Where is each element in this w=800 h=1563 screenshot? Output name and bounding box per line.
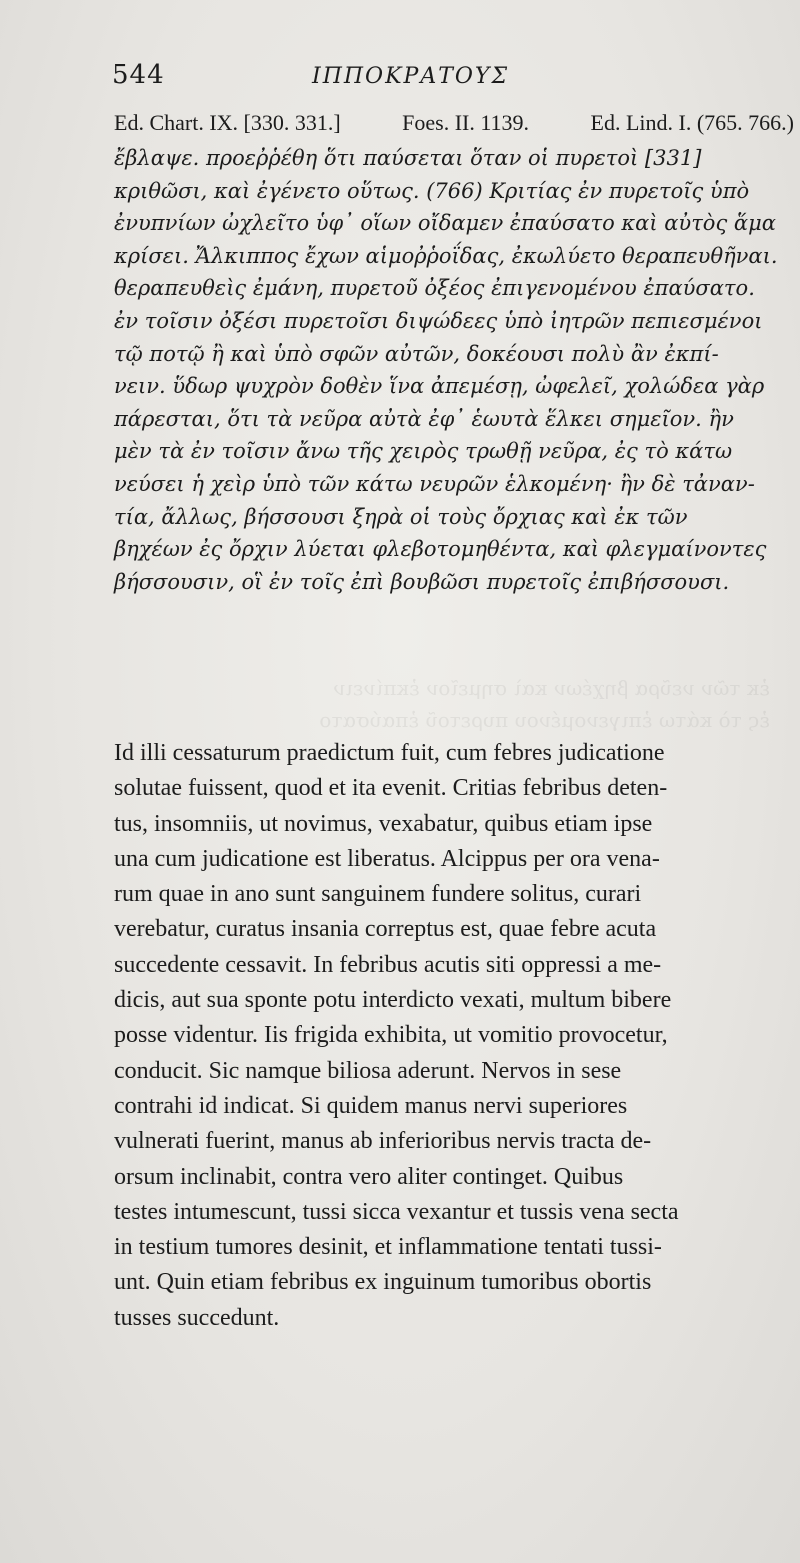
latin-line: posse videntur. Iis frigida exhibita, ut vomitio provocetur, — [114, 1022, 668, 1049]
latin-line: contrahi id indicat. Si quidem manus nervi superiores — [114, 1092, 628, 1119]
greek-line: νειν. ὕδωρ ψυχρὸν δοθὲν ἵνα ἀπεμέσῃ, ὠφελεῖ, χολώδεα γὰρ — [114, 374, 765, 399]
show-through-text: ἐκ τῶν νεῦρα βηχέων καὶ σημεῖον ἐκπίνειν ἐς τὸ κάτω ἐπιγενομένου πυρετοῦ ἐπαύσατο — [319, 676, 770, 732]
running-head: ΙΠΠΟΚΡΑΤΟΥΣ — [312, 64, 510, 89]
greek-line: τῷ ποτῷ ἢ καὶ ὑπὸ σφῶν αὐτῶν, δοκέουσι πολὺ ἂν ἐκπί- — [114, 341, 719, 366]
latin-line: Id illi cessaturum praedictum fuit, cum febres judicatione — [114, 740, 665, 766]
greek-line: ἔβλαψε. προεῤῥέθη ὅτι παύσεται ὅταν οἱ πυρετοὶ [331] — [114, 146, 702, 170]
greek-line: ἐνυπνίων ὠχλεῖτο ὑφ᾽ οἵων οἴδαμεν ἐπαύσατο καὶ αὐτὸς ἅμα — [114, 211, 776, 236]
page-header — [112, 54, 762, 94]
latin-line: unt. Quin etiam febribus ex inguinum tumoribus obortis — [114, 1269, 652, 1296]
greek-text-block — [114, 142, 794, 598]
latin-line: solutae fuissent, quod et ita evenit. Critias febribus deten- — [114, 775, 668, 802]
greek-line: μὲν τὰ ἐν τοῖσιν ἄνω τῆς χειρὸς τρωθῇ νεῦρα, ἐς τὸ κάτω — [114, 439, 733, 464]
greek-line: νεύσει ἡ χεὶρ ὑπὸ τῶν κάτω νευρῶν ἑλκομένη· ἢν δὲ τἀναν- — [114, 471, 755, 496]
latin-line: tusses succedunt. — [114, 1304, 280, 1331]
page-number: 544 — [112, 60, 165, 90]
latin-line: rum quae in ano sunt sanguinem fundere solitus, curari — [114, 881, 642, 908]
latin-line: orsum inclinabit, contra vero aliter continget. Quibus — [114, 1163, 624, 1190]
latin-line: verebatur, curatus insania correptus est, quae febre acuta — [114, 916, 657, 943]
greek-line: κριθῶσι, καὶ ἐγένετο οὕτως. (766) Κριτίας ἐν πυρετοῖς ὑπὸ — [114, 178, 750, 203]
latin-line: conducit. Sic namque biliosa aderunt. Nervos in sese — [114, 1057, 622, 1084]
lind-edition-ref: Ed. Lind. I. (765. 766.) — [590, 110, 794, 135]
latin-line: succedente cessavit. In febribus acutis siti oppressi a me- — [114, 951, 662, 978]
latin-line: testes intumescunt, tussi sicca vexantur et tussis vena secta — [114, 1198, 679, 1225]
greek-line: βηχέων ἐς ὄρχιν λύεται φλεβοτομηθέντα, καὶ φλεγμαίνοντες — [114, 537, 767, 562]
latin-line: una cum judicatione est liberatus. Alcippus per ora vena- — [114, 845, 660, 872]
greek-line: πάρεσται, ὅτι τὰ νεῦρα αὐτὰ ἐφ᾽ ἑωυτὰ ἕλκει σημεῖον. ἢν — [114, 406, 734, 431]
latin-line: tus, insomniis, ut novimus, vexabatur, quibus etiam ipse — [114, 810, 653, 837]
latin-line: in testium tumores desinit, et inflammatione tentati tussi- — [114, 1234, 662, 1261]
edition-reference-line — [114, 110, 794, 136]
latin-line: vulnerati fuerint, manus ab inferioribus nervis tracta de- — [114, 1128, 652, 1155]
greek-line: ἐν τοῖσιν ὀξέσι πυρετοῖσι διψώδεες ὑπὸ ἰητρῶν πεπιεσμένοι — [114, 308, 763, 333]
latin-line: dicis, aut sua sponte potu interdicto vexati, multum bibere — [114, 987, 672, 1014]
greek-line: κρίσει. Ἄλκιππος ἔχων αἱμοῤῥοΐδας, ἐκωλύετο θεραπευθῆναι. — [114, 243, 778, 268]
foes-edition-ref: Foes. II. 1139. — [402, 110, 530, 135]
chart-edition-ref: Ed. Chart. IX. [330. 331.] — [114, 110, 341, 135]
greek-line: θεραπευθεὶς ἐμάνη, πυρετοῦ ὀξέος ἐπιγενομένου ἐπαύσατο. — [114, 276, 755, 301]
greek-line: βήσσουσιν, οἳ ἐν τοῖς ἐπὶ βουβῶσι πυρετοῖς ἐπιβήσσουσι. — [114, 569, 730, 594]
latin-translation-block — [114, 736, 794, 1336]
greek-line: τία, ἄλλως, βήσσουσι ξηρὰ οἱ τοὺς ὄρχιας καὶ ἐκ τῶν — [114, 504, 688, 529]
